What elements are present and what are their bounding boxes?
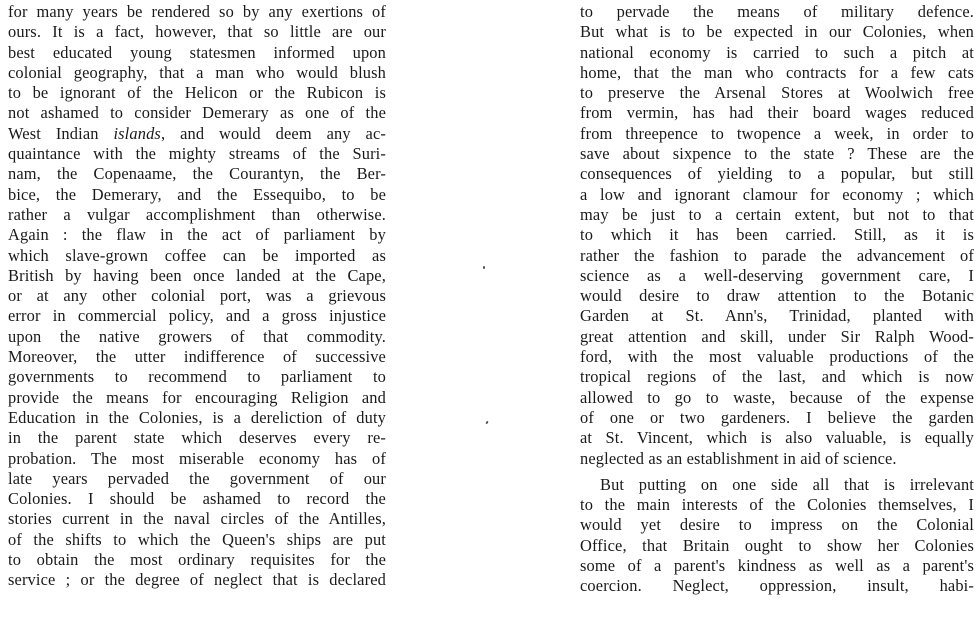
text-line: to pervade the means of military defence.: [580, 2, 974, 21]
text-line: bice, the Demerary, and the Essequibo, to be: [8, 184, 386, 204]
text-line: of the shifts to which the Queen's ships are put: [8, 529, 386, 549]
text-line: rather a vulgar accomplishment than otherwise.: [8, 204, 386, 224]
text-line: Garden at St. Ann's, Trinidad, planted with: [580, 306, 974, 326]
text-line: national economy is carried to such a pitch at: [580, 42, 974, 62]
text-line: from threepence to twopence a week, in order to: [580, 123, 974, 143]
text-line: from vermin, has had their board wages reduced: [580, 103, 974, 123]
text-line: to obtain the most ordinary requisites for the: [8, 550, 386, 570]
text-line: some of a parent's kindness as well as a parent's: [580, 556, 974, 576]
text-line: neglected as an establishment in aid of science.: [580, 448, 897, 468]
text-line: which slave-grown coffee can be imported as: [8, 245, 386, 265]
text-line: colonial geography, that a man who would blush: [8, 62, 386, 82]
left-page-text: [8, 2, 386, 591]
text-line: upon the native growers of that commodity.: [8, 326, 386, 346]
scan-speck: [483, 266, 485, 269]
text-line: to preserve the Arsenal Stores at Woolwich free: [580, 83, 974, 103]
text-line: at St. Vincent, which is also valuable, is equally: [580, 428, 974, 448]
text-line: But what is to be expected in our Colonies, when: [580, 22, 974, 42]
text-line: best educated young statesmen informed upon: [8, 42, 386, 62]
text-line: to which it has been carried. Still, as it is: [580, 225, 974, 245]
text-line: Again : the flaw in the act of parliament by: [8, 225, 386, 245]
text-line: a low and ignorant clamour for economy ; which: [580, 184, 974, 204]
text-line: ford, with the most valuable productions of the: [580, 347, 974, 367]
text-line: Education in the Colonies, is a dereliction of duty: [8, 407, 386, 427]
text-line: But putting on one side all that is irrelevant: [600, 474, 974, 494]
text-line: science as a well-deserving government care, I: [580, 265, 974, 285]
text-line: governments to recommend to parliament to: [8, 367, 386, 387]
text-line: to be ignorant of the Helicon or the Rubicon is: [8, 83, 386, 103]
italic-word: islands: [113, 123, 161, 143]
text-line: nam, the Copenaame, the Courantyn, the Ber-: [8, 164, 386, 184]
text-line: home, that the man who contracts for a few cats: [580, 62, 974, 82]
text-line: consequences of yielding to a popular, but still: [580, 164, 974, 184]
text-line: provide the means for encouraging Religion and: [8, 387, 386, 407]
text-line: Colonies. I should be ashamed to record the: [8, 489, 386, 509]
text-line: would yet desire to impress on the Colonial: [580, 515, 974, 535]
text-line: tropical regions of the last, and which is now: [580, 367, 974, 387]
scan-speck: [485, 421, 488, 425]
text-line: error in commercial policy, and a gross injustice: [8, 306, 386, 326]
text-line: probation. The most miserable economy has of: [8, 448, 386, 468]
text-line: for many years be rendered so by any exertions of: [8, 2, 386, 21]
text-line: late years pervaded the government of our: [8, 468, 386, 488]
text-line: stories current in the naval circles of the Antilles,: [8, 509, 386, 529]
text-line: West Indian islands, and would deem any ac-: [8, 123, 387, 143]
text-line: of one or two gardeners. I believe the garden: [580, 407, 974, 427]
text-line: not ashamed to consider Demerary as one of the: [8, 103, 386, 123]
text-line: to the main interests of the Colonies themselves, I: [580, 495, 974, 515]
text-line: in the parent state which deserves every re-: [8, 428, 386, 448]
text-line: Moreover, the utter indifference of successive: [8, 347, 386, 367]
text-line: service ; or the degree of neglect that is declared: [8, 570, 386, 590]
text-line: British by having been once landed at the Cape,: [8, 265, 386, 285]
right-page-text: [580, 2, 974, 597]
text-line: or at any other colonial port, was a grievous: [8, 286, 386, 306]
text-line: great attention and skill, under Sir Ralph Wood-: [580, 326, 974, 346]
text-line: rather the fashion to parade the advancement of: [580, 245, 974, 265]
text-line: allowed to go to waste, because of the expense: [580, 387, 974, 407]
text-line: ours. It is a fact, however, that so little are our: [8, 22, 386, 42]
text-line: Office, that Britain ought to show her Colonies: [580, 535, 974, 555]
text-line: coercion. Neglect, oppression, insult, habi-: [580, 576, 974, 596]
text-line: would desire to draw attention to the Botanic: [580, 286, 974, 306]
text-line: may be just to a certain extent, but not to that: [580, 204, 974, 224]
text-line: save about sixpence to the state ? These are the: [580, 144, 974, 164]
text-line: quaintance with the mighty streams of the Suri-: [8, 144, 386, 164]
